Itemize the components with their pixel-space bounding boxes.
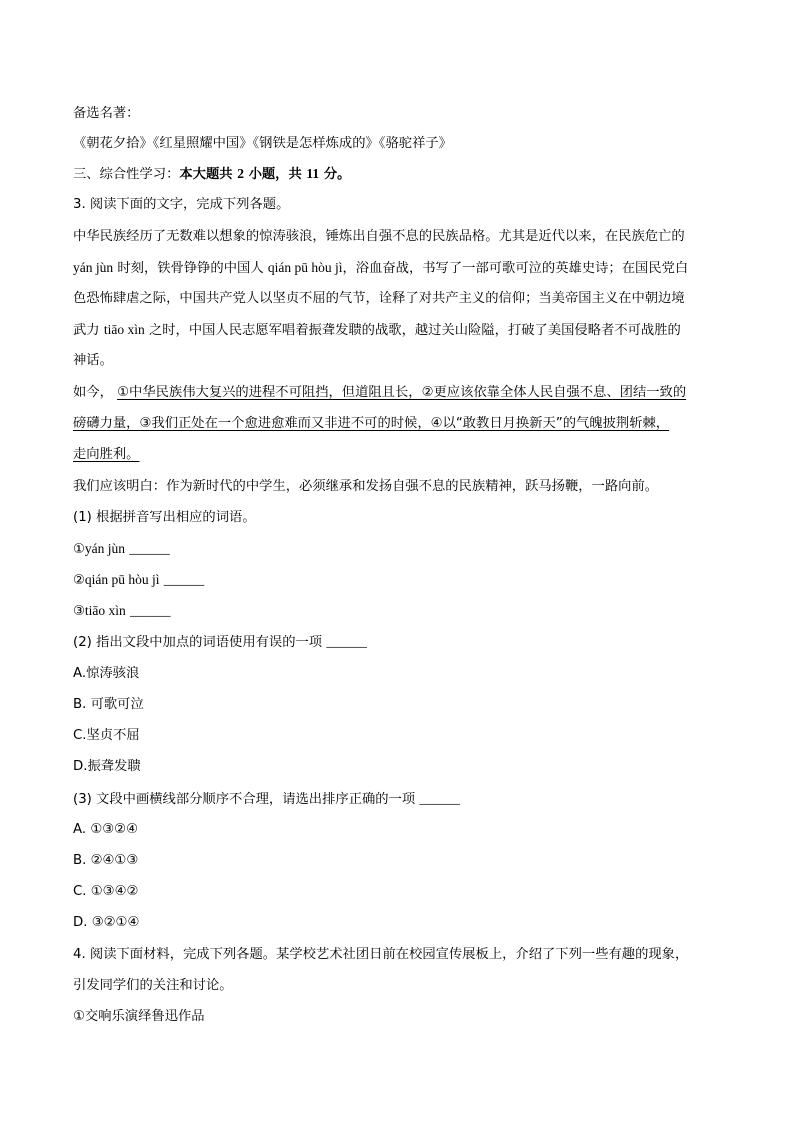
pinyin-tiaoxin: tiāo xìn bbox=[103, 322, 145, 337]
underlined-sentence-1: ①中华民族伟大复兴的进程不可阻挡，但道阻且长，②更应该依靠全体人民自强不息、团结一致的 bbox=[117, 385, 687, 400]
sub2-option-b: B. 可歌可泣 bbox=[73, 697, 144, 712]
sub3-stem: (3) 文段中画横线部分顺序不合理，请选出排序正确的一项 ______ bbox=[73, 791, 460, 807]
passage-p2-line3: 走向胜利。 bbox=[73, 447, 140, 462]
section-heading bbox=[73, 164, 732, 185]
section-desc: 本大题共 2 小题，共 11 分。 bbox=[179, 166, 351, 182]
question-3-stem: 3. 阅读下面的文字，完成下列各题。 bbox=[73, 197, 290, 212]
pinyin-yanjun: yán jùn bbox=[73, 260, 114, 275]
passage-p1-line1: 中华民族经历了无数难以想象的惊涛骇浪，锤炼出自强不息的民族品格。尤其是近代以来，在民族危亡的 bbox=[73, 229, 685, 244]
question-4-item-1: ①交响乐演绎鲁迅作品 bbox=[73, 1009, 205, 1024]
passage-p1-line5: 神话。 bbox=[73, 353, 113, 368]
backup-label: 备选名著： bbox=[73, 106, 140, 121]
passage-p1-line2: yán jùn 时刻，铁骨铮铮的中国人 qián pū hòu jì，浴血奋战，书写了一部可歌可泣的英雄史诗；在国民党白 bbox=[73, 260, 689, 276]
sub3-option-a: A. ①③②④ bbox=[73, 822, 138, 837]
sub1-item-1: ①yán jùn ______ bbox=[73, 541, 170, 557]
pinyin-qianpuhouji: qián pū hòu jì bbox=[267, 260, 343, 275]
passage-p2-line1: 如今， ①中华民族伟大复兴的进程不可阻挡，但道阻且长，②更应该依靠全体人民自强不息、团结一致的 bbox=[73, 385, 687, 400]
sub2-stem: (2) 指出文段中加点的词语使用有误的一项 ______ bbox=[73, 634, 367, 650]
backup-books: 《朝花夕拾》《红星照耀中国》《钢铁是怎样炼成的》《骆驼祥子》 bbox=[73, 136, 452, 151]
section-prefix: 三、综合性学习： bbox=[73, 167, 180, 182]
sub3-option-c: C. ①③④② bbox=[73, 884, 139, 899]
question-4-stem-line2: 引发同学们的关注和讨论。 bbox=[73, 978, 233, 993]
answer-blank: ______ bbox=[130, 603, 171, 618]
passage-p2-line2: 磅礴力量，③我们正处在一个愈进愈难而又非进不可的时候，④以“敢教日月换新天”的气魄披荆斩棘， bbox=[73, 416, 670, 431]
sub2-option-a: A.惊涛骇浪 bbox=[73, 666, 140, 681]
sub3-option-b: B. ②④①③ bbox=[73, 853, 139, 868]
answer-blank: ______ bbox=[129, 541, 170, 556]
passage-p1-line4: 武力 tiāo xìn 之时，中国人民志愿军唱着振聋发聩的战歌，越过关山险隘，打破了美国侵略者不可战胜的 bbox=[73, 322, 681, 338]
passage-p1-line3: 色恐怖肆虐之际，中国共产党人以坚贞不屈的气节，诠释了对共产主义的信仰；当美帝国主义在中朝边境 bbox=[73, 291, 685, 306]
sub1-stem: (1) 根据拼音写出相应的词语。 bbox=[73, 510, 256, 525]
answer-blank: ______ bbox=[326, 634, 367, 649]
answer-blank: ______ bbox=[419, 791, 460, 806]
answer-blank: ______ bbox=[163, 572, 205, 587]
sub1-item-2: ②qián pū hòu jì ______ bbox=[73, 572, 205, 588]
passage-p3: 我们应该明白：作为新时代的中学生，必须继承和发扬自强不息的民族精神，跃马扬鞭，一路向前。 bbox=[73, 479, 659, 494]
sub1-item-3: ③tiāo xìn ______ bbox=[73, 603, 171, 619]
sub3-option-d: D. ③②①④ bbox=[73, 915, 140, 930]
sub2-option-c: C.坚贞不屈 bbox=[73, 728, 140, 743]
question-4-stem-line1: 4. 阅读下面材料，完成下列各题。某学校艺术社团日前在校园宣传展板上，介绍了下列一些有趣的现象， bbox=[73, 947, 689, 962]
sub2-option-d: D.振聋发聩 bbox=[73, 759, 141, 774]
